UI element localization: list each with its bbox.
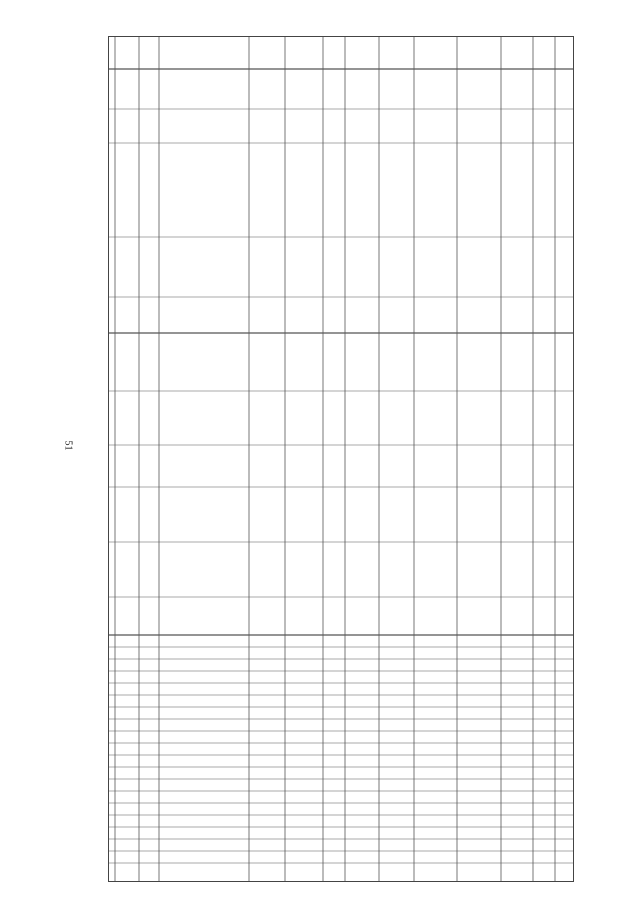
page-number: 51 [62, 440, 74, 451]
program-budget-table [108, 36, 574, 882]
table-grid [109, 37, 573, 881]
